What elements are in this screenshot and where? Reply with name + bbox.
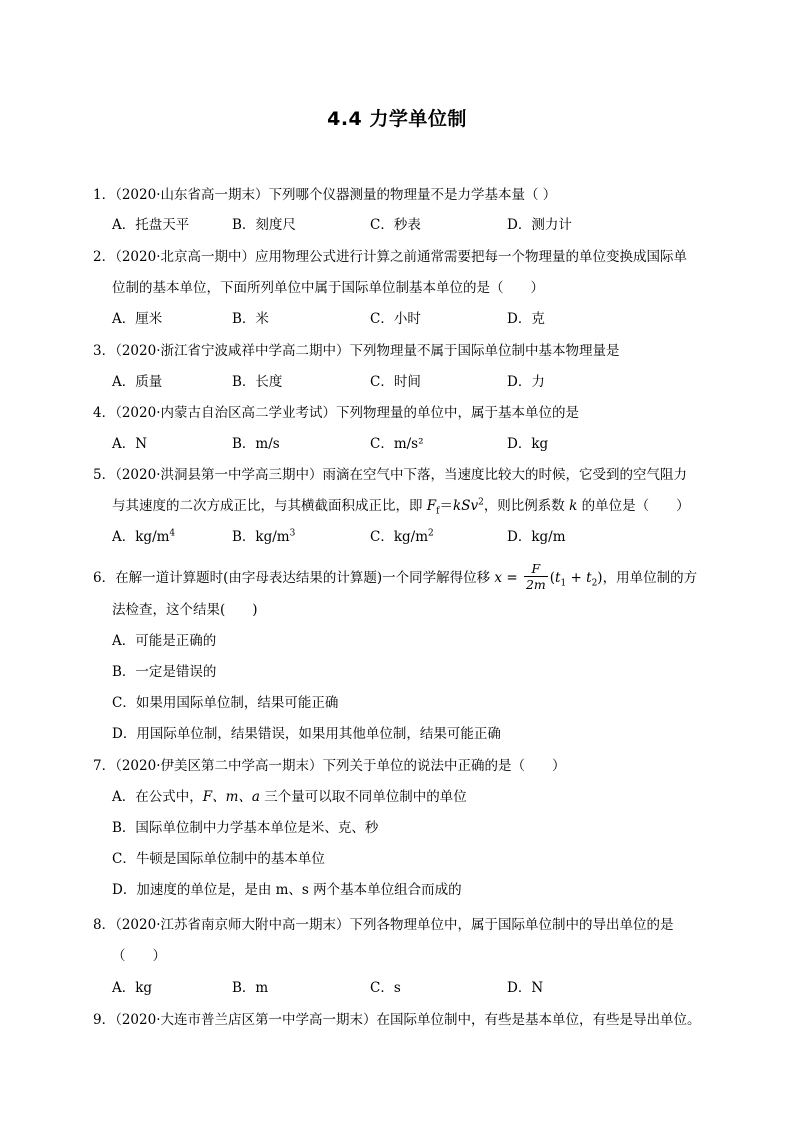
question-8 xyxy=(93,916,674,934)
question-text: （2020·内蒙古自治区高二学业考试）下列物理量的单位中，属于基本单位的是 xyxy=(115,405,579,421)
question-number: 1． xyxy=(93,187,116,203)
question-number: 6． xyxy=(93,570,116,586)
question-text: （2020·洪洞县第一中学高三期中）雨滴在空气中下落，当速度比较大的时候，它受到的空气阻力 xyxy=(115,467,687,483)
option-a: A．在公式中，F、m、a 三个量可以取不同单位制中的单位 xyxy=(112,789,467,805)
formula-fraction: $\frac{F}{2m}$ xyxy=(525,561,546,592)
option-d: D．克 xyxy=(507,311,545,327)
formula-force: F xyxy=(426,498,437,514)
question-number: 7． xyxy=(93,758,116,774)
option-c: C．s xyxy=(370,980,401,996)
question-text: （2020·浙江省宁波咸祥中学高二期中）下列物理量不属于国际单位制中基本物理量是 xyxy=(115,343,620,359)
option-c: C．牛顿是国际单位制中的基本单位 xyxy=(112,851,325,867)
question-5-options xyxy=(112,528,672,546)
option-d: D．kg/m xyxy=(507,529,566,545)
question-6: 6．在解一道计算题时(由字母表达结果的计算题)一个同学解得位移 x = $\frac{F}{2m}$ $(t_1 + t_2)$，用单位制的方 xyxy=(93,561,698,592)
question-5 xyxy=(93,466,687,484)
option-c: C．$kg/m^2$ xyxy=(370,528,434,545)
question-6-continuation: 法检查，这个结果( ) xyxy=(112,602,258,618)
option-a: A．质量 xyxy=(112,374,163,390)
coefficient-k: k xyxy=(569,498,578,514)
question-2-options xyxy=(112,310,672,328)
question-number: 5． xyxy=(93,467,116,483)
option-b: B．刻度尺 xyxy=(232,217,296,233)
option-c: C．如果用国际单位制，结果可能正确 xyxy=(112,695,339,711)
option-d: D．kg xyxy=(507,436,549,452)
question-text: （2020·伊美区第二中学高一期末）下列关于单位的说法中正确的是（ ） xyxy=(115,758,566,774)
option-b: B．国际单位制中力学基本单位是米、克、秒 xyxy=(112,820,379,836)
option-a: A．可能是正确的 xyxy=(112,633,217,649)
option-d: D．加速度的单位是，是由 m、s 两个基本单位组合而成的 xyxy=(112,882,462,898)
option-c: C．时间 xyxy=(370,374,421,390)
question-8-continuation: （ ） xyxy=(112,948,166,964)
formula-x: x xyxy=(494,570,503,586)
option-d: D．N xyxy=(507,980,544,996)
page-title: 4.4 力学单位制 xyxy=(327,108,467,130)
question-4-options xyxy=(112,435,672,453)
question-number: 8． xyxy=(93,917,116,933)
question-8-options xyxy=(112,979,672,997)
option-b: B．一定是错误的 xyxy=(112,664,217,680)
question-number: 4． xyxy=(93,405,116,421)
question-3 xyxy=(93,342,620,360)
question-3-options xyxy=(112,373,672,391)
option-b: B．$kg/m^3$ xyxy=(232,528,296,545)
option-b: B．米 xyxy=(232,311,269,327)
option-a: A．$kg/m^4$ xyxy=(112,528,176,545)
question-text: （2020·大连市普兰店区第一中学高一期末）在国际单位制中，有些是基本单位，有些是导出单位。 xyxy=(115,1012,701,1028)
question-text: （2020·山东省高一期末）下列哪个仪器测量的物理量不是力学基本量（ ） xyxy=(115,187,557,203)
option-a: A．厘米 xyxy=(112,311,163,327)
option-c: C．秒表 xyxy=(370,217,421,233)
formula-ksv: kSv xyxy=(453,498,479,514)
option-a: A．托盘天平 xyxy=(112,217,190,233)
option-b: B．m xyxy=(232,980,269,996)
question-1-options xyxy=(112,216,672,234)
question-1 xyxy=(93,186,556,204)
option-d: D．用国际单位制，结果错误，如果用其他单位制，结果可能正确 xyxy=(112,726,501,742)
option-d: D．力 xyxy=(507,374,545,390)
question-number: 3． xyxy=(93,343,116,359)
question-5-continuation: 与其速度的二次方成正比，与其横截面积成正比，即 $F_f=kSv^2$，则比例系数 k 的单位是（ ） xyxy=(112,497,690,517)
question-4 xyxy=(93,404,579,422)
option-a: A．N xyxy=(112,436,148,452)
question-2-continuation: 位制的基本单位，下面所列单位中属于国际单位制基本单位的是（ ） xyxy=(112,280,544,296)
question-number: 9． xyxy=(93,1012,116,1028)
option-b: B．m/s xyxy=(232,436,280,452)
option-c: C．m/s² xyxy=(370,436,424,452)
question-text: （2020·北京高一期中）应用物理公式进行计算之前通常需要把每一个物理量的单位变换成国际单 xyxy=(115,249,687,265)
option-a: A．kg xyxy=(112,980,153,996)
option-d: D．测力计 xyxy=(507,217,572,233)
question-text: （2020·江苏省南京师大附中高一期末）下列各物理单位中，属于国际单位制中的导出单位的是 xyxy=(115,917,674,933)
option-b: B．长度 xyxy=(232,374,283,390)
question-9 xyxy=(93,1011,701,1029)
option-c: C．小时 xyxy=(370,311,421,327)
question-7 xyxy=(93,757,566,775)
question-number: 2． xyxy=(93,249,116,265)
question-2 xyxy=(93,248,687,266)
